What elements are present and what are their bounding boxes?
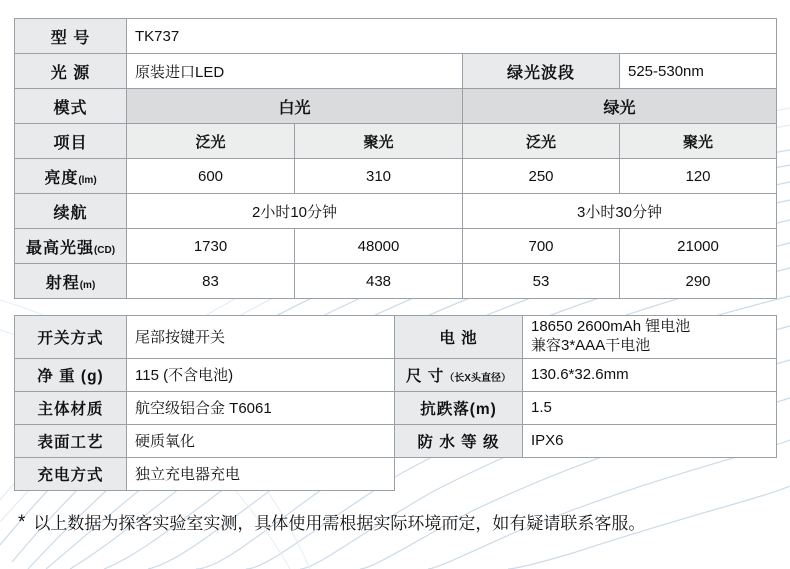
battery-value-line1: 18650 2600mAh 锂电池 [531, 318, 691, 335]
distance-label [15, 264, 127, 299]
beam-spot-white: 聚光 [295, 124, 463, 159]
item-label: 项目 [15, 124, 127, 159]
intensity-flood-green: 700 [463, 229, 620, 264]
green-wavelength-value: 525-530nm [620, 54, 777, 89]
runtime-label: 续航 [15, 194, 127, 229]
battery-value [523, 316, 777, 359]
brightness-flood-white: 600 [127, 159, 295, 194]
brightness-spot-white: 310 [295, 159, 463, 194]
table-row-charging [15, 457, 777, 490]
intensity-spot-green: 21000 [620, 229, 777, 264]
drop-resistance-value: 1.5 [523, 391, 777, 424]
size-label [395, 358, 523, 391]
light-source-value: 原装进口LED [127, 54, 463, 89]
brightness-flood-green: 250 [463, 159, 620, 194]
table-row-material-drop [15, 391, 777, 424]
size-unit: （长X头直径） [444, 372, 511, 384]
battery-value-line2: 兼容3*AAA干电池 [531, 336, 651, 354]
table-row-mode [15, 89, 777, 124]
distance-spot-green: 290 [620, 264, 777, 299]
model-label: 型 号 [15, 19, 127, 54]
surface-finish-label: 表面工艺 [15, 424, 127, 457]
table-row-beam-type [15, 124, 777, 159]
brightness-label-text: 亮度 [44, 169, 79, 187]
mode-green-header: 绿光 [463, 89, 777, 124]
size-label-text: 尺 寸 [406, 367, 445, 385]
waterproof-value: IPX6 [523, 424, 777, 457]
body-material-value: 航空级铝合金 T6061 [127, 391, 395, 424]
distance-flood-white: 83 [127, 264, 295, 299]
intensity-unit: (CD) [93, 244, 116, 256]
brightness-unit: (lm) [78, 174, 97, 186]
switch-type-label: 开关方式 [15, 316, 127, 359]
size-value: 130.6*32.6mm [523, 358, 777, 391]
model-value: TK737 [127, 19, 777, 54]
body-material-label: 主体材质 [15, 391, 127, 424]
intensity-flood-white: 1730 [127, 229, 295, 264]
switch-type-value: 尾部按键开关 [127, 316, 395, 359]
beam-flood-green: 泛光 [463, 124, 620, 159]
beam-flood-white: 泛光 [127, 124, 295, 159]
light-source-label: 光 源 [15, 54, 127, 89]
drop-resistance-label: 抗跌落(m) [395, 391, 523, 424]
table-row-distance [15, 264, 777, 299]
intensity-label-text: 最高光强 [25, 239, 94, 257]
charging-method-value: 独立充电器充电 [127, 457, 395, 490]
brightness-label [15, 159, 127, 194]
net-weight-label: 净 重 (g) [15, 358, 127, 391]
distance-label-text: 射程 [45, 274, 80, 292]
table-row-switch-battery [15, 316, 777, 359]
detail-spec-table [14, 315, 777, 491]
waterproof-label: 防 水 等 级 [395, 424, 523, 457]
charging-method-label: 充电方式 [15, 457, 127, 490]
mode-white-header: 白光 [127, 89, 463, 124]
footnote [14, 511, 776, 537]
beam-spot-green: 聚光 [620, 124, 777, 159]
intensity-label [15, 229, 127, 264]
battery-label: 电 池 [395, 316, 523, 359]
table-row-weight-size [15, 358, 777, 391]
table-row-runtime [15, 194, 777, 229]
intensity-spot-white: 48000 [295, 229, 463, 264]
distance-flood-green: 53 [463, 264, 620, 299]
table-row-intensity [15, 229, 777, 264]
green-wavelength-label: 绿光波段 [463, 54, 620, 89]
distance-unit: (m) [79, 279, 96, 291]
spacer-cell-2 [523, 457, 777, 490]
mode-label: 模式 [15, 89, 127, 124]
surface-finish-value: 硬质氧化 [127, 424, 395, 457]
table-row-finish-waterproof [15, 424, 777, 457]
distance-spot-white: 438 [295, 264, 463, 299]
table-row-brightness [15, 159, 777, 194]
performance-spec-table [14, 18, 777, 299]
footnote-star: * [18, 511, 26, 533]
net-weight-value: 115 (不含电池) [127, 358, 395, 391]
table-row-light-source [15, 54, 777, 89]
table-row-model [15, 19, 777, 54]
runtime-green: 3小时30分钟 [463, 194, 777, 229]
brightness-spot-green: 120 [620, 159, 777, 194]
footnote-text: 以上数据为探客实验室实测，具体使用需根据实际环境而定，如有疑请联系客服。 [33, 513, 646, 533]
spacer-cell-1 [395, 457, 523, 490]
runtime-white: 2小时10分钟 [127, 194, 463, 229]
